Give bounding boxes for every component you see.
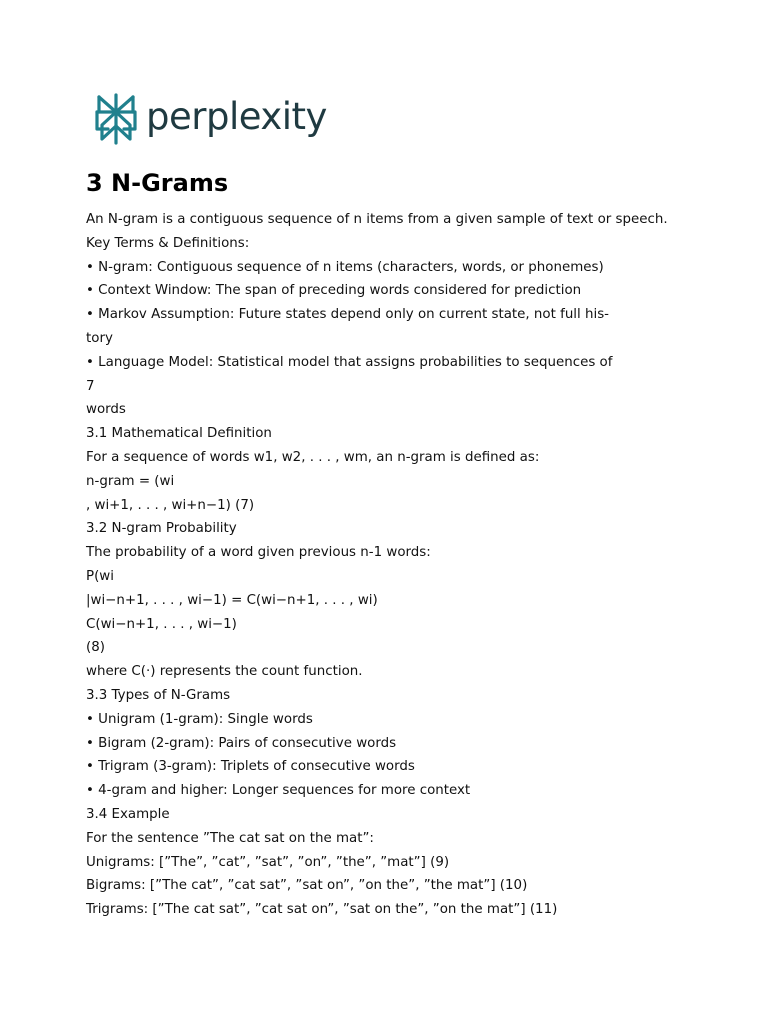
text-line: , wi+1, . . . , wi+n−1) (7) (86, 497, 255, 513)
text-line: n-gram = (wi (86, 473, 175, 489)
text-line: For the sentence ”The cat sat on the mat”: (86, 830, 374, 846)
text-line: 7 (86, 378, 95, 394)
text-line: (8) (86, 640, 105, 656)
text-line: • 4-gram and higher: Longer sequences for more context (86, 783, 471, 799)
text-line: • Markov Assumption: Future states depend only on current state, not full his- (86, 307, 610, 323)
text-line: • Language Model: Statistical model that assigns probabilities to sequences of (86, 354, 613, 370)
text-line: tory (86, 330, 113, 346)
text-line: For a sequence of words w1, w2, . . . , wm, an n-gram is defined as: (86, 449, 540, 465)
text-line: Key Terms & Definitions: (86, 235, 250, 251)
text-line: • Bigram (2-gram): Pairs of consecutive words (86, 735, 397, 751)
text-line: Bigrams: [”The cat”, ”cat sat”, ”sat on”, ”on the”, ”the mat”] (10) (86, 878, 528, 894)
text-line: P(wi (86, 568, 114, 584)
text-line: • Unigram (1-gram): Single words (86, 711, 313, 727)
brand-logo (94, 93, 327, 145)
text-line: words (86, 402, 126, 418)
text-line: An N-gram is a contiguous sequence of n items from a given sample of text or speech. (86, 212, 668, 227)
text-line: • N-gram: Contiguous sequence of n items (characters, words, or phonemes) (86, 259, 604, 275)
text-line: 3.4 Example (86, 806, 170, 822)
text-line: C(wi−n+1, . . . , wi−1) (86, 616, 237, 632)
document-body (86, 208, 726, 922)
text-line: 3.3 Types of N-Grams (86, 687, 231, 703)
text-line: Trigrams: [”The cat sat”, ”cat sat on”, ”sat on the”, ”on the mat”] (11) (86, 902, 558, 918)
text-line: |wi−n+1, . . . , wi−1) = C(wi−n+1, . . . , wi) (86, 592, 378, 608)
text-line: where C(·) represents the count function. (86, 664, 363, 680)
text-line: 3.1 Mathematical Definition (86, 426, 272, 442)
text-line: Unigrams: [”The”, ”cat”, ”sat”, ”on”, ”the”, ”mat”] (9) (86, 854, 450, 870)
text-line: 3.2 N-gram Probability (86, 521, 237, 537)
text-line: The probability of a word given previous n-1 words: (86, 545, 431, 561)
perplexity-logo-icon (94, 93, 138, 145)
text-line: • Context Window: The span of preceding words considered for prediction (86, 283, 582, 299)
section-heading: 3 N-Grams (86, 169, 229, 197)
brand-wordmark: perplexity (146, 94, 327, 138)
text-line: • Trigram (3-gram): Triplets of consecutive words (86, 759, 415, 775)
